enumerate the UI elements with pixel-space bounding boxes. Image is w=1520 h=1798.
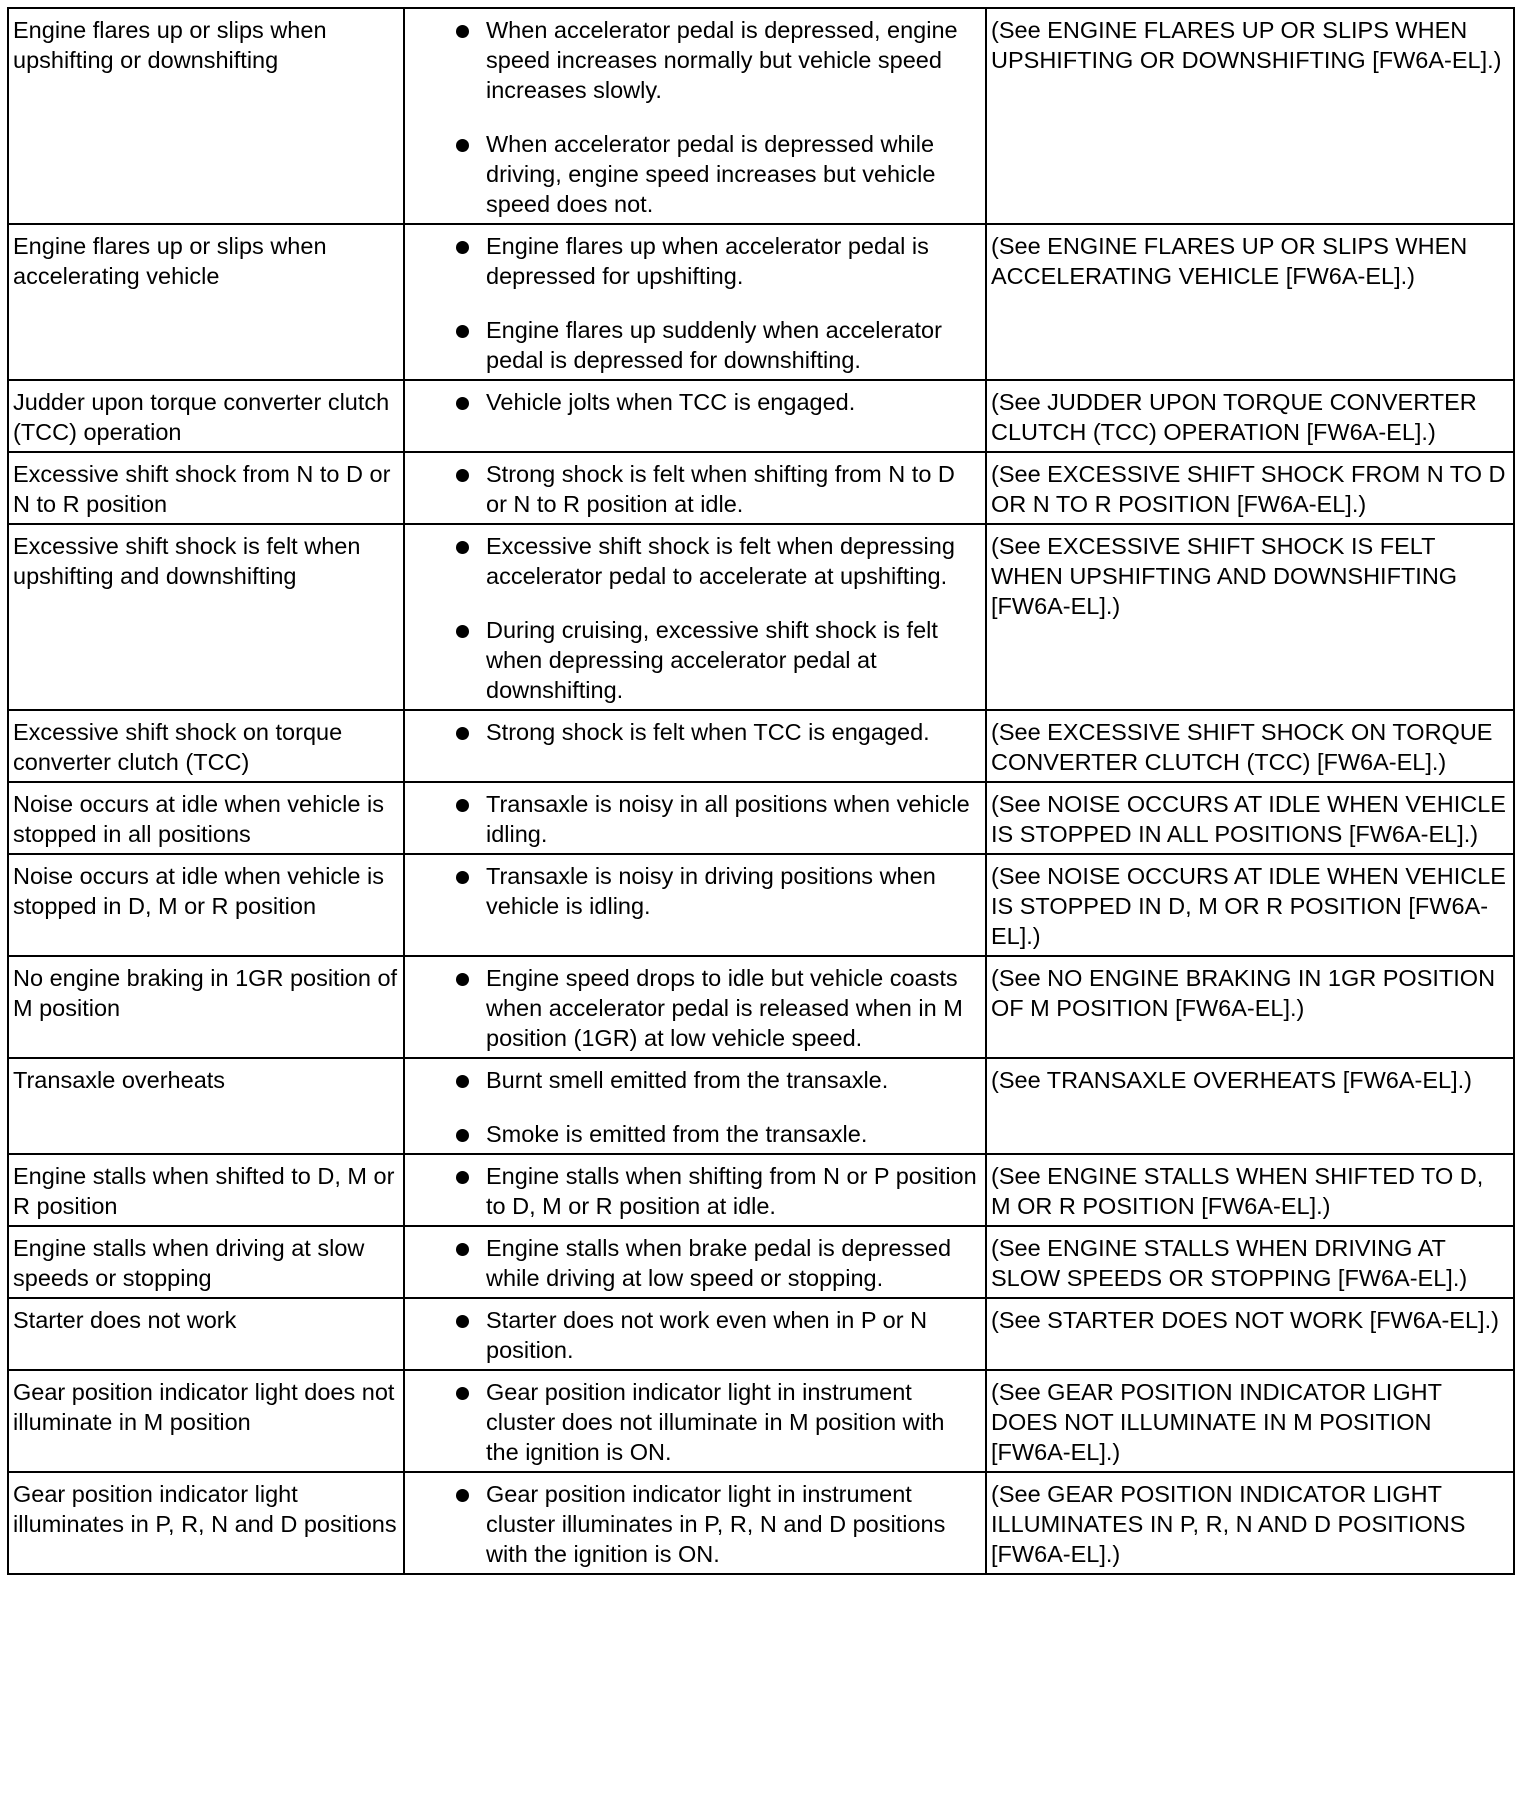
- symptom-cell: Noise occurs at idle when vehicle is stopped in D, M or R position: [8, 854, 404, 956]
- condition-text: Engine speed drops to idle but vehicle coasts when accelerator pedal is released when in M position (1GR) at low vehicle speed.: [486, 965, 963, 1051]
- condition-text: Engine flares up when accelerator pedal is depressed for upshifting.: [486, 233, 929, 289]
- table-row: [8, 1154, 1514, 1226]
- condition-text: During cruising, excessive shift shock is felt when depressing accelerator pedal at downshifting.: [486, 617, 938, 703]
- condition-text: When accelerator pedal is depressed while driving, engine speed increases but vehicle speed does not.: [486, 131, 936, 217]
- condition-item: [409, 1119, 981, 1149]
- reference-cell: (See ENGINE STALLS WHEN DRIVING AT SLOW SPEEDS OR STOPPING [FW6A-EL].): [986, 1226, 1514, 1298]
- conditions-cell: [404, 1370, 986, 1472]
- reference-cell: (See NOISE OCCURS AT IDLE WHEN VEHICLE IS STOPPED IN D, M OR R POSITION [FW6A-EL].): [986, 854, 1514, 956]
- table-row: [8, 1370, 1514, 1472]
- condition-text: Strong shock is felt when TCC is engaged.: [486, 719, 930, 745]
- reference-cell: (See EXCESSIVE SHIFT SHOCK FROM N TO D OR N TO R POSITION [FW6A-EL].): [986, 452, 1514, 524]
- reference-cell: (See EXCESSIVE SHIFT SHOCK ON TORQUE CONVERTER CLUTCH (TCC) [FW6A-EL].): [986, 710, 1514, 782]
- symptom-cell: Excessive shift shock from N to D or N to R position: [8, 452, 404, 524]
- condition-list: [409, 1305, 981, 1365]
- table-row: [8, 1058, 1514, 1154]
- conditions-cell: [404, 1298, 986, 1370]
- condition-text: Gear position indicator light in instrument cluster illuminates in P, R, N and D positions with the ignition is ON.: [486, 1481, 946, 1567]
- condition-item: [409, 963, 981, 1053]
- condition-text: Transaxle is noisy in driving positions when vehicle is idling.: [486, 863, 936, 919]
- conditions-cell: [404, 1154, 986, 1226]
- bullet-icon: [456, 397, 469, 410]
- condition-list: [409, 1479, 981, 1569]
- condition-text: Engine stalls when brake pedal is depressed while driving at low speed or stopping.: [486, 1235, 952, 1291]
- condition-item: [409, 459, 981, 519]
- bullet-icon: [456, 25, 469, 38]
- condition-text: Engine flares up suddenly when accelerator pedal is depressed for downshifting.: [486, 317, 942, 373]
- bullet-icon: [456, 799, 469, 812]
- reference-cell: (See TRANSAXLE OVERHEATS [FW6A-EL].): [986, 1058, 1514, 1154]
- reference-cell: (See NO ENGINE BRAKING IN 1GR POSITION OF M POSITION [FW6A-EL].): [986, 956, 1514, 1058]
- symptom-cell: Excessive shift shock on torque converter clutch (TCC): [8, 710, 404, 782]
- condition-text: Excessive shift shock is felt when depressing accelerator pedal to accelerate at upshifting.: [486, 533, 955, 589]
- reference-cell: (See ENGINE FLARES UP OR SLIPS WHEN ACCELERATING VEHICLE [FW6A-EL].): [986, 224, 1514, 380]
- condition-item: [409, 789, 981, 849]
- symptom-cell: Judder upon torque converter clutch (TCC) operation: [8, 380, 404, 452]
- conditions-cell: [404, 524, 986, 710]
- conditions-cell: [404, 1226, 986, 1298]
- condition-list: [409, 531, 981, 705]
- conditions-cell: [404, 8, 986, 224]
- condition-text: Vehicle jolts when TCC is engaged.: [486, 389, 856, 415]
- table-body: [8, 8, 1514, 1574]
- condition-item: [409, 717, 981, 747]
- condition-item: [409, 231, 981, 291]
- reference-cell: (See JUDDER UPON TORQUE CONVERTER CLUTCH (TCC) OPERATION [FW6A-EL].): [986, 380, 1514, 452]
- condition-list: [409, 963, 981, 1053]
- reference-cell: (See ENGINE STALLS WHEN SHIFTED TO D, M OR R POSITION [FW6A-EL].): [986, 1154, 1514, 1226]
- condition-text: Transaxle is noisy in all positions when vehicle idling.: [486, 791, 970, 847]
- table-row: [8, 8, 1514, 224]
- reference-cell: (See ENGINE FLARES UP OR SLIPS WHEN UPSHIFTING OR DOWNSHIFTING [FW6A-EL].): [986, 8, 1514, 224]
- condition-text: Starter does not work even when in P or N position.: [486, 1307, 928, 1363]
- condition-item: [409, 615, 981, 705]
- condition-list: [409, 789, 981, 849]
- condition-list: [409, 861, 981, 921]
- condition-text: Burnt smell emitted from the transaxle.: [486, 1067, 889, 1093]
- conditions-cell: [404, 452, 986, 524]
- condition-item: [409, 315, 981, 375]
- condition-list: [409, 1065, 981, 1149]
- conditions-cell: [404, 1472, 986, 1574]
- troubleshooting-table: [7, 7, 1515, 1575]
- symptom-cell: Transaxle overheats: [8, 1058, 404, 1154]
- reference-cell: (See STARTER DOES NOT WORK [FW6A-EL].): [986, 1298, 1514, 1370]
- condition-text: Strong shock is felt when shifting from N to D or N to R position at idle.: [486, 461, 955, 517]
- symptom-cell: Engine stalls when driving at slow speeds or stopping: [8, 1226, 404, 1298]
- condition-list: [409, 15, 981, 219]
- symptom-cell: No engine braking in 1GR position of M position: [8, 956, 404, 1058]
- table-row: [8, 380, 1514, 452]
- table-row: [8, 524, 1514, 710]
- condition-item: [409, 1233, 981, 1293]
- condition-list: [409, 231, 981, 375]
- conditions-cell: [404, 782, 986, 854]
- conditions-cell: [404, 854, 986, 956]
- symptom-cell: Starter does not work: [8, 1298, 404, 1370]
- table-row: [8, 956, 1514, 1058]
- condition-item: [409, 1377, 981, 1467]
- bullet-icon: [456, 1489, 469, 1502]
- table-row: [8, 1472, 1514, 1574]
- reference-cell: (See GEAR POSITION INDICATOR LIGHT ILLUMINATES IN P, R, N AND D POSITIONS [FW6A-EL].): [986, 1472, 1514, 1574]
- condition-list: [409, 717, 981, 747]
- symptom-cell: Gear position indicator light does not illuminate in M position: [8, 1370, 404, 1472]
- table-row: [8, 710, 1514, 782]
- table-row: [8, 224, 1514, 380]
- condition-list: [409, 1161, 981, 1221]
- condition-item: [409, 1161, 981, 1221]
- bullet-icon: [456, 469, 469, 482]
- bullet-icon: [456, 139, 469, 152]
- bullet-icon: [456, 541, 469, 554]
- condition-item: [409, 1479, 981, 1569]
- bullet-icon: [456, 973, 469, 986]
- table-row: [8, 1226, 1514, 1298]
- bullet-icon: [456, 241, 469, 254]
- reference-cell: (See GEAR POSITION INDICATOR LIGHT DOES NOT ILLUMINATE IN M POSITION [FW6A-EL].): [986, 1370, 1514, 1472]
- reference-cell: (See EXCESSIVE SHIFT SHOCK IS FELT WHEN UPSHIFTING AND DOWNSHIFTING [FW6A-EL].): [986, 524, 1514, 710]
- conditions-cell: [404, 1058, 986, 1154]
- condition-item: [409, 531, 981, 591]
- condition-item: [409, 15, 981, 105]
- conditions-cell: [404, 380, 986, 452]
- bullet-icon: [456, 871, 469, 884]
- table-row: [8, 854, 1514, 956]
- symptom-cell: Engine flares up or slips when upshifting or downshifting: [8, 8, 404, 224]
- bullet-icon: [456, 1075, 469, 1088]
- condition-item: [409, 1065, 981, 1095]
- condition-list: [409, 459, 981, 519]
- reference-cell: (See NOISE OCCURS AT IDLE WHEN VEHICLE IS STOPPED IN ALL POSITIONS [FW6A-EL].): [986, 782, 1514, 854]
- symptom-cell: Gear position indicator light illuminates in P, R, N and D positions: [8, 1472, 404, 1574]
- condition-text: Gear position indicator light in instrument cluster does not illuminate in M position with the ignition is ON.: [486, 1379, 945, 1465]
- troubleshooting-sheet: [7, 7, 1513, 1575]
- condition-text: When accelerator pedal is depressed, engine speed increases normally but vehicle speed increases slowly.: [486, 17, 958, 103]
- symptom-cell: Engine stalls when shifted to D, M or R position: [8, 1154, 404, 1226]
- conditions-cell: [404, 710, 986, 782]
- bullet-icon: [456, 625, 469, 638]
- symptom-cell: Noise occurs at idle when vehicle is stopped in all positions: [8, 782, 404, 854]
- bullet-icon: [456, 1315, 469, 1328]
- conditions-cell: [404, 224, 986, 380]
- table-row: [8, 1298, 1514, 1370]
- table-row: [8, 452, 1514, 524]
- bullet-icon: [456, 325, 469, 338]
- condition-item: [409, 129, 981, 219]
- bullet-icon: [456, 1387, 469, 1400]
- condition-list: [409, 387, 981, 417]
- symptom-cell: Engine flares up or slips when accelerating vehicle: [8, 224, 404, 380]
- condition-item: [409, 1305, 981, 1365]
- bullet-icon: [456, 1243, 469, 1256]
- condition-item: [409, 387, 981, 417]
- condition-item: [409, 861, 981, 921]
- bullet-icon: [456, 727, 469, 740]
- table-row: [8, 782, 1514, 854]
- conditions-cell: [404, 956, 986, 1058]
- condition-text: Engine stalls when shifting from N or P position to D, M or R position at idle.: [486, 1163, 977, 1219]
- condition-list: [409, 1233, 981, 1293]
- symptom-cell: Excessive shift shock is felt when upshifting and downshifting: [8, 524, 404, 710]
- condition-text: Smoke is emitted from the transaxle.: [486, 1121, 868, 1147]
- bullet-icon: [456, 1129, 469, 1142]
- bullet-icon: [456, 1171, 469, 1184]
- condition-list: [409, 1377, 981, 1467]
